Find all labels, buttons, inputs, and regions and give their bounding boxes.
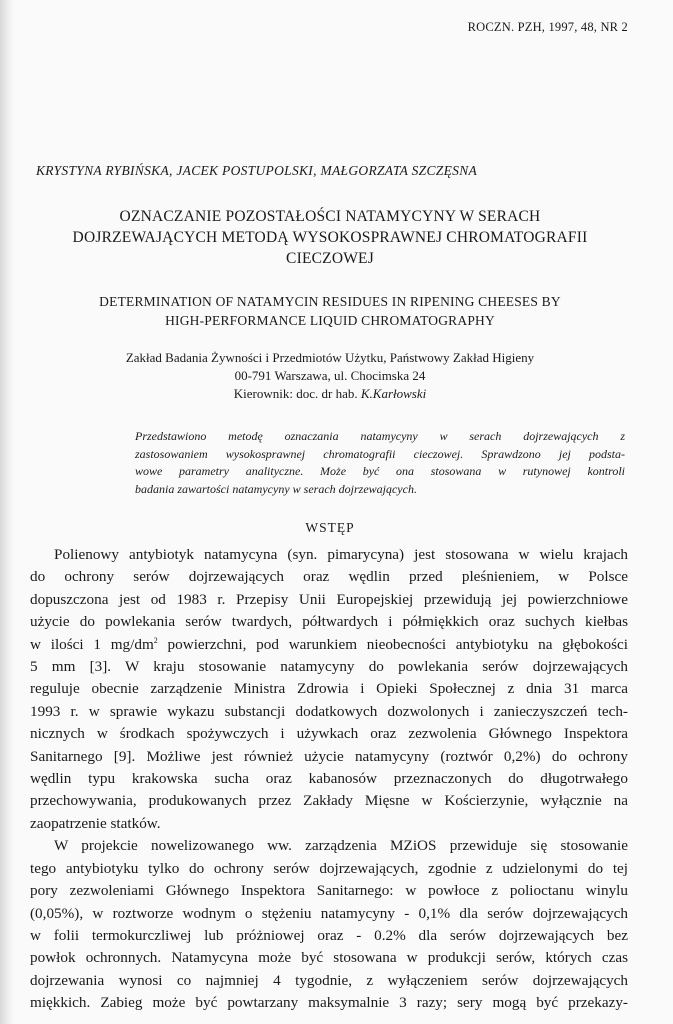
- affiliation-institute: Zakład Badania Żywności i Przedmiotów Użytku, Państwowy Zakład Higieny: [125, 350, 535, 365]
- title-polish-line: CIECZOWEJ: [286, 250, 374, 267]
- authors: KRYSTYNA RYBIŃSKA, JACEK POSTUPOLSKI, MAŁGORZATA SZCZĘSNA: [36, 163, 478, 178]
- paragraph-line: miękkich. Zabieg może być powtarzany maksymalnie 3 razy; sery mogą być przekazy-: [30, 994, 628, 1012]
- paragraph-line-part: w ilości 1 mg/dm: [30, 635, 154, 653]
- paragraph-line: dojrzewania wynosi co najmniej 4 tygodnie, z wyłączeniem serów dojrzewających: [30, 971, 628, 989]
- paragraph-line: Sanitarnego [9]. Możliwe jest również użycie natamycyny (roztwór 0,2%) do ochrony: [30, 747, 628, 765]
- affiliation-head-prefix: Kierownik: doc. dr hab.: [233, 386, 361, 401]
- paragraph-line: tego antybiotyku tylko do ochrony serów dojrzewających, zgodnie z udzielonymi do tej: [30, 859, 628, 877]
- paragraph-line: [30, 634, 628, 656]
- paragraph-line: użycie do powlekania serów twardych, półtwardych i półmiękkich oraz suchych kiełbas: [30, 613, 628, 631]
- paragraph-line: zaopatrzenie statków.: [30, 814, 161, 832]
- paragraph-line: (0,05%), w roztworze wodnym o stężeniu natamycyny - 0,1% dla serów dojrzewających: [30, 904, 628, 922]
- abstract-line: badania zawartości natamycyny w serach dojrzewających.: [135, 481, 417, 496]
- paragraph-line: wędlin typu krakowska sucha oraz kabanosów przeznaczonych do długotrwałego: [30, 770, 628, 788]
- affiliation: [30, 349, 630, 403]
- paragraph-line: reguluje obecnie zarządzenie Ministra Zdrowia i Opieki Społecznej z dnia 31 marca: [30, 680, 628, 698]
- title-english: [30, 292, 630, 330]
- paragraph-line: do ochrony serów dojrzewających oraz wędlin przed pleśnieniem, w Polsce: [30, 568, 628, 586]
- page-binding-shadow: [0, 0, 14, 1024]
- abstract-line: wowe parametry analityczne. Może być ona stosowana w rutynowej kontroli: [135, 464, 625, 478]
- abstract: [135, 428, 625, 498]
- abstract-line: zastosowaniem wysokosprawnej chromatografii cieczowej. Sprawdzono jej podsta-: [135, 446, 625, 461]
- running-head: ROCZN. PZH, 1997, 48, NR 2: [467, 20, 628, 34]
- paragraph-line: w folii termokurczliwej lub próżniowej oraz - 0.2% dla serów dojrzewających bez: [30, 926, 628, 944]
- body-text: [30, 544, 628, 1015]
- section-heading: WSTĘP: [305, 520, 355, 535]
- title-polish: [30, 206, 630, 269]
- paragraph-line: nicznych w środkach spożywczych i używkach oraz zezwolenia Głównego Inspektora: [30, 725, 628, 743]
- paragraph-line: powłok ochronnych. Natamycyna może być stosowana w produkcji serów, których czas: [30, 949, 628, 967]
- affiliation-head: [30, 385, 630, 403]
- title-english-line: HIGH-PERFORMANCE LIQUID CHROMATOGRAPHY: [165, 313, 495, 328]
- title-polish-line: OZNACZANIE POZOSTAŁOŚCI NATAMYCYNY W SERACH: [119, 208, 541, 225]
- title-english-line: DETERMINATION OF NATAMYCIN RESIDUES IN RIPENING CHEESES BY: [99, 294, 561, 309]
- paragraph-line: przechowywania, produkowanych przez Zakłady Mięsne w Kościerzynie, wyłącznie na: [30, 792, 628, 810]
- paragraph-line: pory zezwoleniami Głównego Inspektora Sanitarnego: w powłoce z polioctanu winylu: [30, 882, 628, 900]
- paragraph-line-part: powierzchni, pod warunkiem nieobecności antybiotyku na głębokości: [157, 635, 629, 653]
- affiliation-head-name: K.Karłowski: [360, 386, 427, 401]
- paragraph-line: W projekcie nowelizowanego ww. zarządzenia MZiOS przewiduje się stosowanie: [54, 837, 628, 855]
- paragraph-line: 5 mm [3]. W kraju stosowanie natamycyny do powlekania serów dojrzewających: [30, 658, 628, 676]
- paragraph-line: dopuszczona jest od 1983 r. Przepisy Unii Europejskiej przewidują jej powierzchniowe: [30, 590, 628, 608]
- title-polish-line: DOJRZEWAJĄCYCH METODĄ WYSOKOSPRAWNEJ CHROMATOGRAFII: [72, 229, 588, 246]
- abstract-line: Przedstawiono metodę oznaczania natamycyny w serach dojrzewających z: [135, 429, 625, 443]
- superscript: 2: [153, 635, 158, 645]
- affiliation-address: 00-791 Warszawa, ul. Chocimska 24: [234, 368, 426, 383]
- paragraph-line: Polienowy antybiotyk natamycyna (syn. pimarycyna) jest stosowana w wielu krajach: [54, 546, 628, 563]
- paragraph-line: 1993 r. w sprawie wykazu substancji dodatkowych dozwolonych i zanieczyszczeń tech-: [30, 702, 628, 720]
